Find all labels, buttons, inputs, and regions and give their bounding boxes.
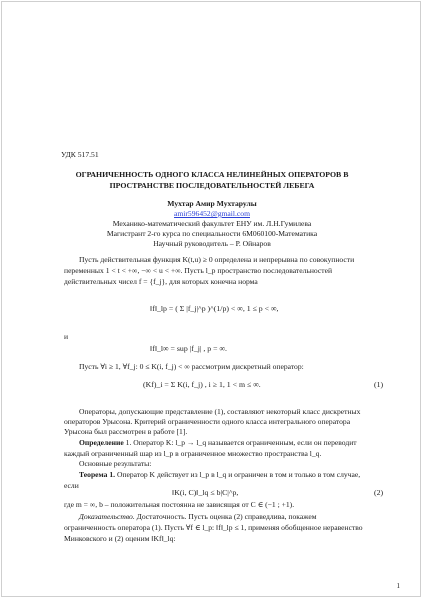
equation-1-label: (1) [374,380,384,389]
definition-label: Определение [79,438,124,447]
proof-line-2: ограниченность оператора (1). Пусть ∀f ∈ l_p: ‖f‖_lp ≤ 1, применяя обобщенное неравенство [64,523,363,532]
author-email[interactable] [0,209,424,218]
para2-line: Пусть ∀i ≥ 1, ∀f_j: 0 ≤ K(i, f_j) < ∞ рассмотрим дискретный оператор: [79,362,304,371]
theorem-line-1 [79,470,360,479]
proof-line-1 [79,512,317,521]
proof-line-3: Минковского и (2) оценим ‖Kf‖_lq: [64,534,176,543]
equation-2-label: (2) [374,488,384,497]
theorem-line-2: если [64,481,79,490]
theorem-text-1: Оператор K действует из l_p в l_q и ограничен в том и только в том случае, [115,470,361,479]
norm-formula: ‖f‖_lp = ( Σ |f_j|^p )^(1/p) < ∞, 1 ≤ p < ∞, [150,304,279,313]
udk-code: УДК 517.51 [61,150,99,159]
title-line-2: ПРОСТРАНСТВЕ ПОСЛЕДОВАТЕЛЬНОСТЕЙ ЛЕБЕГА [109,181,315,190]
para3-line-3: Урысона был рассмотрен в работе [1]. [64,427,188,436]
proof-label: Доказательство. [79,512,135,521]
definition-text-1: 1. Оператор K: l_p → l_q называется ограниченным, если он переводит [123,438,357,447]
para1-line-2: переменных 1 < t < +∞, −∞ < u < +∞. Пусть l_p пространство последовательностей [64,266,333,275]
email-link[interactable]: amir596452@gmail.com [174,209,250,218]
affiliation-line-2: Магистрант 2-го курса по специальности 6М060100-Математика [106,229,318,238]
operator-formula: (Kf)_i = Σ K(i, f_j) , i ≥ 1, 1 < m ≤ ∞. [143,380,261,389]
para3-line-2: операторов Урысона. Критерий ограниченности одного класса интегрального оператора [64,417,351,426]
page-number: 1 [396,582,400,590]
definition-line-1 [79,438,357,447]
main-results-heading: Основные результаты: [79,459,152,468]
para1-line-1: Пусть действительная функция K(t,u) ≥ 0 определена и непрерывна по совокупности [79,255,355,264]
author-name: Мухтар Амир Мухтарулы [167,199,257,208]
title-line-1: ОГРАНИЧЕННОСТЬ ОДНОГО КЛАССА НЕЛИНЕЙНЫХ ОПЕРАТОРОВ В [75,170,349,179]
proof-text-1: Достаточность. Пусть оценка (2) справедлива, покажем [134,512,317,521]
theorem-label: Теорема 1. [79,470,116,479]
and-word: и [64,332,69,341]
theorem-line-3: где m = ∞, b – положительная постоянна не зависящая от C ∈ (−1 ; +1). [64,500,295,509]
para3-line-1: Операторы, допускающие представление (1), составляют некоторый класс дискретных [79,407,361,416]
affiliation-line-1: Механико-математический факультет ЕНУ им. Л.Н.Гумилева [112,219,312,228]
para1-line-3: действительных чисел f = {f_j}, для которых конечна норма [64,277,258,286]
norm-inf-formula: ‖f‖_l∞ = sup |f_j| , p = ∞. [150,344,228,353]
theorem-formula: ‖K(i, C)‖_lq ≤ b|C|^p, [172,488,239,497]
advisor-line: Научный руководитель – Р. Ойнаров [153,239,271,248]
definition-line-2: каждый ограниченный шар из l_p в ограниченное множество пространства l_q. [64,449,322,458]
